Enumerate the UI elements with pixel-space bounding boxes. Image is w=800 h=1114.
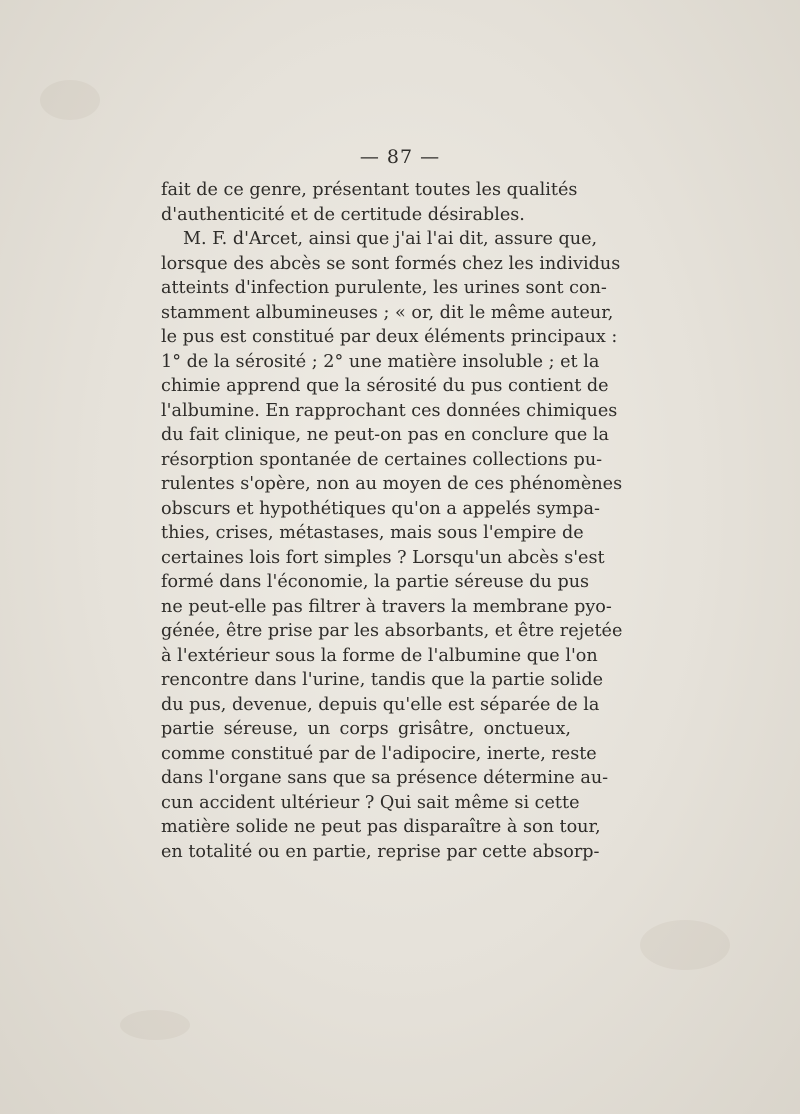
text-line: obscurs et hypothétiques qu'on a appelés sympa-: [161, 498, 600, 519]
text-line: à l'extérieur sous la forme de l'albumine que l'on: [161, 645, 598, 666]
text-line: certaines lois fort simples ? Lorsqu'un abcès s'est: [161, 547, 605, 568]
text-line: stamment albumineuses ; « or, dit le même auteur,: [161, 302, 614, 323]
text-line: rencontre dans l'urine, tandis que la partie solide: [161, 670, 603, 690]
text-line: thies, crises, métastases, mais sous l'empire de: [161, 523, 584, 543]
body-text: [161, 178, 623, 864]
text-line: formé dans l'économie, la partie séreuse du pus: [161, 572, 590, 592]
text-line: résorption spontanée de certaines collections pu-: [161, 449, 603, 470]
paper-stain: [640, 920, 730, 970]
text-line: génée, être prise par les absorbants, et être rejetée: [161, 621, 623, 641]
text-line: lorsque des abcès se sont formés chez les individus: [161, 253, 621, 274]
paragraph: [161, 178, 578, 227]
paragraph: [161, 227, 623, 864]
text-line: rulentes s'opère, non au moyen de ces phénomènes: [161, 474, 623, 494]
text-line: le pus est constitué par deux éléments principaux :: [161, 327, 618, 347]
text-line: en totalité ou en partie, reprise par cette absorp-: [161, 841, 600, 862]
paper-stain: [40, 80, 100, 120]
page-number: — 87 —: [359, 146, 441, 168]
text-line: chimie apprend que la sérosité du pus contient de: [161, 376, 609, 396]
text-line: dans l'organe sans que sa présence détermine au-: [161, 768, 609, 788]
text-line: fait de ce genre, présentant toutes les qualités: [161, 180, 578, 200]
text-line: M. F. d'Arcet, ainsi que j'ai l'ai dit, assure que,: [183, 229, 598, 249]
text-line: du fait clinique, ne peut-on pas en conclure que la: [161, 425, 610, 445]
paper-stain: [120, 1010, 190, 1040]
text-line: ne peut-elle pas filtrer à travers la membrane pyo-: [161, 596, 612, 617]
text-line: du pus, devenue, depuis qu'elle est séparée de la: [161, 694, 600, 715]
text-line: matière solide ne peut pas disparaître à son tour,: [161, 817, 601, 837]
text-line: partie séreuse, un corps grisâtre, onctueux,: [161, 719, 571, 739]
text-line: d'authenticité et de certitude désirables.: [161, 204, 525, 225]
text-line: atteints d'infection purulente, les urines sont con-: [161, 278, 607, 298]
text-line: 1° de la sérosité ; 2° une matière insoluble ; et la: [161, 351, 600, 372]
text-line: comme constitué par de l'adipocire, inerte, reste: [161, 743, 597, 764]
text-line: l'albumine. En rapprochant ces données chimiques: [161, 400, 618, 421]
text-line: cun accident ultérieur ? Qui sait même si cette: [161, 792, 580, 813]
